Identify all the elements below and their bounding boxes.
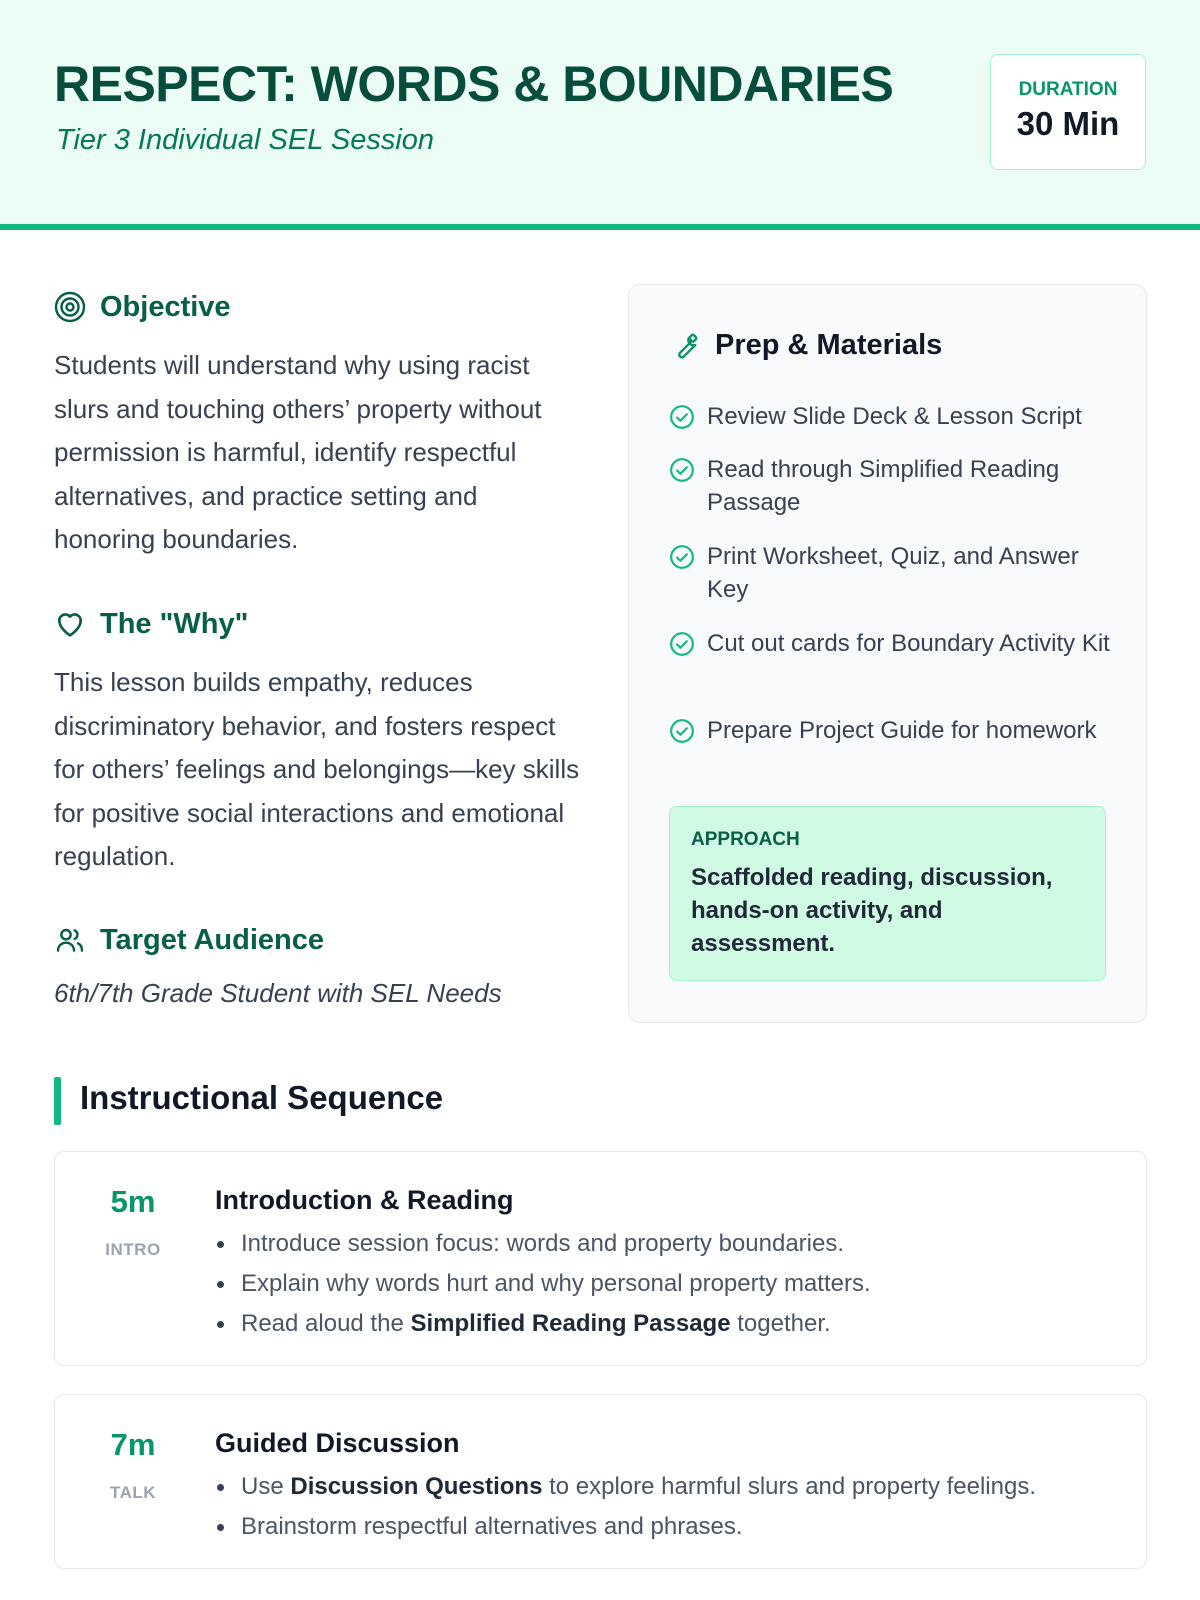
approach-label: APPROACH xyxy=(691,829,800,850)
target-icon xyxy=(54,291,86,323)
why-heading xyxy=(54,604,248,644)
audience-heading xyxy=(54,920,324,960)
bold-term: Discussion Questions xyxy=(290,1473,543,1500)
audience-text: 6th/7th Grade Student with SEL Needs xyxy=(54,978,502,1008)
check-circle-icon xyxy=(669,544,695,570)
step-title: Guided Discussion xyxy=(215,1428,460,1458)
prep-item xyxy=(669,453,1119,519)
heart-icon xyxy=(54,608,86,640)
sequence-title: Instructional Sequence xyxy=(80,1079,444,1116)
prep-item-text: Cut out cards for Boundary Activity Kit xyxy=(707,630,1110,657)
step-bullets xyxy=(215,1467,1036,1547)
why-text: This lesson builds empathy, reduces discriminatory behavior, and fosters respect for others’ feelings and belongings—key skills for positive social interactions and emotional regulation. xyxy=(54,667,580,871)
check-circle-icon xyxy=(669,718,695,744)
step-card-talk xyxy=(54,1394,1147,1569)
step-time: 7m xyxy=(110,1427,156,1462)
step-bullet: Explain why words hurt and why personal property matters. xyxy=(215,1264,871,1304)
check-circle-icon xyxy=(669,457,695,483)
prep-item xyxy=(669,400,1119,433)
prep-item-text: Print Worksheet, Quiz, and Answer Key xyxy=(707,543,1079,603)
objective-heading xyxy=(54,287,231,327)
approach-text: Scaffolded reading, discussion, hands-on activity, and assessment. xyxy=(691,864,1053,957)
prep-item xyxy=(669,540,1119,606)
prep-item-text: Read through Simplified Reading Passage xyxy=(707,456,1060,516)
duration-badge xyxy=(990,54,1146,170)
step-title: Introduction & Reading xyxy=(215,1185,514,1215)
step-card-intro xyxy=(54,1151,1147,1366)
users-icon xyxy=(54,924,86,956)
objective-heading-label: Objective xyxy=(100,290,231,323)
section-accent-bar xyxy=(54,1077,61,1125)
step-bullet: Read aloud the Simplified Reading Passage together. xyxy=(215,1304,871,1344)
prep-item-text: Prepare Project Guide for homework xyxy=(707,717,1097,744)
duration-label: DURATION xyxy=(1018,79,1118,100)
step-bullet: Use Discussion Questions to explore harmful slurs and property feelings. xyxy=(215,1467,1036,1507)
page-title: RESPECT: WORDS & BOUNDARIES xyxy=(54,56,894,112)
step-bullet: Introduce session focus: words and property boundaries. xyxy=(215,1224,871,1264)
duration-value: 30 Min xyxy=(1016,105,1120,142)
prep-materials-card xyxy=(628,284,1147,1023)
audience-heading-label: Target Audience xyxy=(100,923,324,956)
step-time: 5m xyxy=(110,1184,156,1219)
step-tag: TALK xyxy=(109,1483,157,1502)
step-tag: INTRO xyxy=(105,1240,161,1259)
bold-term: Simplified Reading Passage xyxy=(410,1310,731,1337)
why-heading-label: The "Why" xyxy=(100,607,249,640)
prep-heading-label: Prep & Materials xyxy=(715,329,943,361)
objective-text: Students will understand why using racist slurs and touching others’ property without permission is harmful, identify respectful alternatives, and practice setting and honoring boundaries. xyxy=(54,350,542,554)
prep-heading xyxy=(669,329,942,362)
step-bullet: Brainstorm respectful alternatives and phrases. xyxy=(215,1507,1036,1547)
wrench-icon xyxy=(669,330,701,362)
prep-item xyxy=(669,714,1119,747)
prep-item-text: Review Slide Deck & Lesson Script xyxy=(707,403,1082,430)
prep-item xyxy=(669,627,1119,660)
check-circle-icon xyxy=(669,631,695,657)
step-bullets xyxy=(215,1224,871,1344)
approach-box xyxy=(669,806,1106,981)
check-circle-icon xyxy=(669,404,695,430)
page-subtitle: Tier 3 Individual SEL Session xyxy=(56,124,435,156)
header-banner xyxy=(0,0,1200,230)
